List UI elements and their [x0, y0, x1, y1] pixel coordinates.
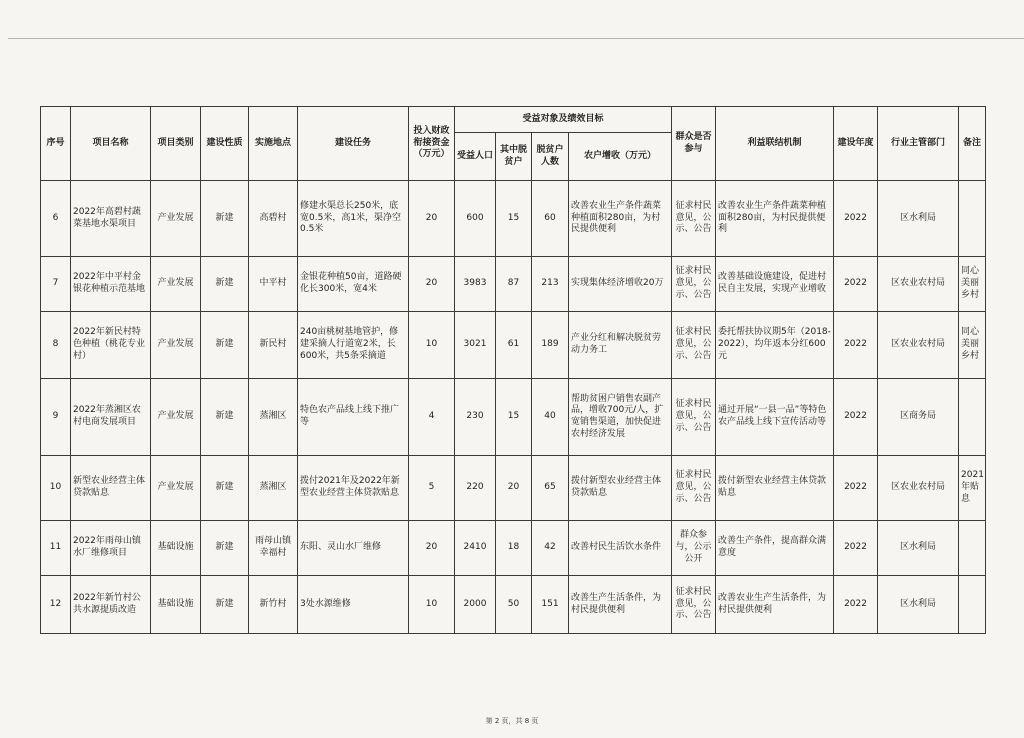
cell-mechanism: 委托帮扶协议期5年（2018-2022），均年返本分红600元	[716, 312, 834, 379]
cell-income: 产业分红和解决脱贫劳动力务工	[569, 312, 672, 379]
cell-mechanism: 通过开展“一县一品”等特色农产品线上线下宣传活动等	[716, 379, 834, 456]
cell-income: 改善生产生活条件，为村民提供便利	[569, 576, 672, 634]
cell-task: 240亩桃树基地管护，修建采摘人行道宽2米，长600米，共5条采摘道	[298, 312, 409, 379]
cell-nature: 新建	[201, 576, 249, 634]
cell-seq: 8	[41, 312, 71, 379]
cell-nature: 新建	[201, 456, 249, 521]
cell-out-poor: 189	[532, 312, 569, 379]
header-mechanism: 利益联结机制	[716, 107, 834, 181]
header-category: 项目类别	[151, 107, 201, 181]
cell-out-poor: 42	[532, 521, 569, 576]
cell-task: 3处水源维修	[298, 576, 409, 634]
cell-seq: 9	[41, 379, 71, 456]
cell-poor: 61	[496, 312, 532, 379]
cell-funds: 20	[409, 521, 455, 576]
cell-location: 蒸湘区	[249, 379, 298, 456]
cell-name: 2022年高碧村蔬菜基地水渠项目	[71, 181, 151, 257]
cell-dept: 区农业农村局	[878, 257, 959, 312]
cell-seq: 7	[41, 257, 71, 312]
cell-name: 新型农业经营主体贷款贴息	[71, 456, 151, 521]
cell-pop: 3021	[455, 312, 496, 379]
cell-task: 修建水渠总长250米，底宽0.5米，高1米，渠净空0.5米	[298, 181, 409, 257]
cell-participate: 征求村民意见，公示、公告	[672, 576, 716, 634]
cell-dept: 区农业农村局	[878, 456, 959, 521]
table-row	[41, 181, 986, 257]
cell-category: 基础设施	[151, 576, 201, 634]
cell-seq: 10	[41, 456, 71, 521]
cell-mechanism: 改善农业生产生活条件，为村民提供便利	[716, 576, 834, 634]
header-remark: 备注	[959, 107, 986, 181]
cell-participate: 征求村民意见，公示、公告	[672, 456, 716, 521]
cell-funds: 10	[409, 312, 455, 379]
header-benefit-group: 受益对象及绩效目标	[455, 107, 672, 133]
cell-name: 2022年雨母山镇水厂维修项目	[71, 521, 151, 576]
cell-funds: 20	[409, 257, 455, 312]
scan-edge-line	[8, 38, 1024, 39]
header-income: 农户增收（万元）	[569, 133, 672, 181]
header-funds: 投入财政衔接资金（万元）	[409, 107, 455, 181]
cell-nature: 新建	[201, 521, 249, 576]
cell-category: 产业发展	[151, 379, 201, 456]
cell-seq: 11	[41, 521, 71, 576]
cell-dept: 区水利局	[878, 576, 959, 634]
cell-nature: 新建	[201, 379, 249, 456]
cell-year: 2022	[834, 257, 878, 312]
cell-year: 2022	[834, 521, 878, 576]
table-row	[41, 379, 986, 456]
table-row	[41, 576, 986, 634]
header-location: 实施地点	[249, 107, 298, 181]
cell-location: 高碧村	[249, 181, 298, 257]
cell-dept: 区水利局	[878, 521, 959, 576]
header-year: 建设年度	[834, 107, 878, 181]
cell-mechanism: 拨付新型农业经营主体贷款贴息	[716, 456, 834, 521]
header-poor: 其中脱贫户	[496, 133, 532, 181]
cell-category: 产业发展	[151, 257, 201, 312]
cell-poor: 87	[496, 257, 532, 312]
cell-participate: 群众参与，公示公开	[672, 521, 716, 576]
cell-location: 中平村	[249, 257, 298, 312]
cell-category: 基础设施	[151, 521, 201, 576]
cell-funds: 10	[409, 576, 455, 634]
cell-name: 2022年蒸湘区农村电商发展项目	[71, 379, 151, 456]
cell-seq: 6	[41, 181, 71, 257]
header-pop: 受益人口	[455, 133, 496, 181]
cell-remark	[959, 576, 986, 634]
cell-funds: 20	[409, 181, 455, 257]
cell-funds: 4	[409, 379, 455, 456]
cell-seq: 12	[41, 576, 71, 634]
table-body	[41, 181, 986, 634]
header-out-poor: 脱贫户人数	[532, 133, 569, 181]
header-nature: 建设性质	[201, 107, 249, 181]
cell-name: 2022年中平村金银花种植示范基地	[71, 257, 151, 312]
cell-year: 2022	[834, 312, 878, 379]
cell-nature: 新建	[201, 312, 249, 379]
cell-poor: 18	[496, 521, 532, 576]
cell-participate: 征求村民意见，公示、公告	[672, 312, 716, 379]
cell-pop: 3983	[455, 257, 496, 312]
header-participate: 群众是否参与	[672, 107, 716, 181]
cell-remark: 同心美丽乡村	[959, 312, 986, 379]
cell-poor: 15	[496, 379, 532, 456]
cell-task: 拨付2021年及2022年新型农业经营主体贷款贴息	[298, 456, 409, 521]
cell-category: 产业发展	[151, 456, 201, 521]
cell-category: 产业发展	[151, 312, 201, 379]
cell-income: 改善村民生活饮水条件	[569, 521, 672, 576]
cell-mechanism: 改善农业生产条件蔬菜种植面积280亩，为村民提供便利	[716, 181, 834, 257]
cell-income: 实现集体经济增收20万	[569, 257, 672, 312]
cell-year: 2022	[834, 181, 878, 257]
cell-income: 帮助贫困户销售农副产品，增收700元/人，扩宽销售渠道，加快促进农村经济发展	[569, 379, 672, 456]
cell-dept: 区水利局	[878, 181, 959, 257]
cell-year: 2022	[834, 576, 878, 634]
cell-participate: 征求村民意见，公示、公告	[672, 257, 716, 312]
cell-pop: 2410	[455, 521, 496, 576]
cell-remark: 2021年贴息	[959, 456, 986, 521]
table-row	[41, 456, 986, 521]
cell-poor: 20	[496, 456, 532, 521]
cell-out-poor: 40	[532, 379, 569, 456]
cell-dept: 区农业农村局	[878, 312, 959, 379]
cell-category: 产业发展	[151, 181, 201, 257]
header-task: 建设任务	[298, 107, 409, 181]
cell-task: 金银花种植50亩，道路硬化长300米，宽4米	[298, 257, 409, 312]
cell-pop: 600	[455, 181, 496, 257]
cell-funds: 5	[409, 456, 455, 521]
cell-name: 2022年新民村特色种植（桃花专业村）	[71, 312, 151, 379]
cell-location: 新民村	[249, 312, 298, 379]
cell-mechanism: 改善生产条件，提高群众满意度	[716, 521, 834, 576]
cell-remark	[959, 521, 986, 576]
cell-nature: 新建	[201, 181, 249, 257]
cell-year: 2022	[834, 379, 878, 456]
cell-out-poor: 65	[532, 456, 569, 521]
cell-location: 新竹村	[249, 576, 298, 634]
cell-poor: 50	[496, 576, 532, 634]
cell-remark	[959, 181, 986, 257]
table-row	[41, 521, 986, 576]
cell-participate: 征求村民意见，公示、公告	[672, 379, 716, 456]
cell-task: 特色农产品线上线下推广等	[298, 379, 409, 456]
cell-name: 2022年新竹村公共水源提质改造	[71, 576, 151, 634]
cell-participate: 征求村民意见，公示、公告	[672, 181, 716, 257]
header-seq: 序号	[41, 107, 71, 181]
page-footer: 第 2 页，共 8 页	[485, 717, 539, 725]
table-row	[41, 312, 986, 379]
cell-year: 2022	[834, 456, 878, 521]
cell-income: 拨付新型农业经营主体贷款贴息	[569, 456, 672, 521]
header-dept: 行业主管部门	[878, 107, 959, 181]
cell-task: 东阳、灵山水厂维修	[298, 521, 409, 576]
cell-out-poor: 213	[532, 257, 569, 312]
cell-remark	[959, 379, 986, 456]
cell-nature: 新建	[201, 257, 249, 312]
cell-location: 蒸湘区	[249, 456, 298, 521]
cell-pop: 220	[455, 456, 496, 521]
cell-income: 改善农业生产条件蔬菜种植面积280亩，为村民提供便利	[569, 181, 672, 257]
cell-location: 雨母山镇幸福村	[249, 521, 298, 576]
cell-pop: 230	[455, 379, 496, 456]
table-row	[41, 257, 986, 312]
cell-dept: 区商务局	[878, 379, 959, 456]
project-table	[40, 106, 986, 634]
cell-mechanism: 改善基础设施建设，促进村民自主发展，实现产业增收	[716, 257, 834, 312]
cell-poor: 15	[496, 181, 532, 257]
cell-out-poor: 60	[532, 181, 569, 257]
cell-remark: 同心美丽乡村	[959, 257, 986, 312]
cell-out-poor: 151	[532, 576, 569, 634]
cell-pop: 2000	[455, 576, 496, 634]
header-name: 项目名称	[71, 107, 151, 181]
